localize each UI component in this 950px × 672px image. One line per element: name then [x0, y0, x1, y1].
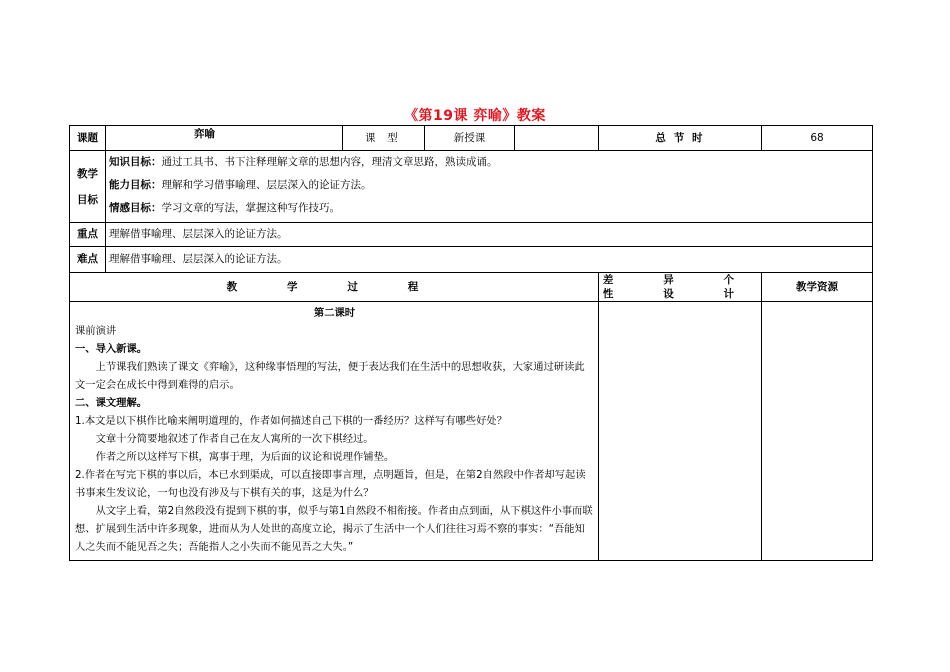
- content-row: [70, 302, 873, 561]
- section1-heading: 一、导入新课。: [75, 343, 148, 356]
- topic-label: 课题: [70, 126, 106, 151]
- question-2: 2.作者在写完下棋的事以后，本已水到渠成，可以直接即事言理，点明题旨，但是，在第2自然段中作者却写起读书事来生发议论，一句也没有涉及与下棋有关的事，这是为什么？: [75, 469, 586, 500]
- difficulty-row: [70, 247, 873, 273]
- design-cell: [599, 302, 762, 561]
- answer-2: 从文字上看，第2自然段没有提到下棋的事，似乎与第1自然段不相衔接。作者由点到面，从下棋这件小事而联想、扩展到生活中许多现象，进而从为人处世的高度立论，揭示了生活中一个人们往往习焉不察的事实：“吾能知人之失而不能见吾之失；吾能指人之小失而不能见吾之大失。”: [75, 505, 593, 554]
- teaching-process-cell: [70, 302, 599, 561]
- empty-cell: [515, 126, 599, 151]
- hours-value: 68: [762, 126, 873, 151]
- process-column-header: 教 学 过 程: [70, 273, 599, 302]
- goal-knowledge: [106, 151, 872, 174]
- section1-paragraph: 上节课我们熟读了课文《弈喻》，这种缘事悟理的写法，便于表达我们在生活中的思想收获，大家通过研读此文一定会在成长中得到难得的启示。: [75, 361, 585, 392]
- difficulty-label: 难点: [70, 247, 106, 273]
- document-title: 《第19课 弈喻》教案: [404, 108, 546, 124]
- section2-heading: 二、课文理解。: [75, 397, 148, 410]
- lesson-heading: 第二课时: [313, 307, 356, 320]
- key-point-row: [70, 223, 873, 247]
- type-label: 课 型: [343, 126, 425, 151]
- goal-emotion-text: 学习文章的写法，掌握这种写作技巧。: [161, 202, 340, 214]
- type-value: 新授课: [425, 126, 515, 151]
- goals-label-line1: 教学: [77, 167, 98, 180]
- goal-ability-text: 理解和学习借事喻理、层层深入的论证方法。: [161, 179, 372, 191]
- goal-knowledge-text: 通过工具书、书下注释理解文章的思想内容，理清文章思路，熟读成诵。: [161, 156, 498, 168]
- goal-ability: [106, 174, 872, 197]
- key-point-label: 重点: [70, 223, 106, 247]
- resources-column-header: 教学资源: [762, 273, 873, 302]
- topic-value: 弈喻: [194, 127, 215, 140]
- pre-talk: 课前演讲: [75, 325, 117, 338]
- header-row: [70, 126, 873, 151]
- goal-emotion-label: 情感目标：: [109, 202, 162, 214]
- hours-label: 总 节 时: [599, 126, 762, 151]
- goals-label: [70, 151, 106, 223]
- goals-content: [106, 151, 873, 223]
- question-1: 1.本文是以下棋作比喻来阐明道理的，作者如何描述自己下棋的一番经历？这样写有哪些好处？: [75, 415, 507, 428]
- key-point-text: 理解借事喻理、层层深入的论证方法。: [106, 223, 873, 247]
- lesson-plan-table: [69, 125, 873, 561]
- answer-1-part1: 文章十分简要地叙述了作者自己在友人寓所的一次下棋经过。: [95, 433, 374, 446]
- answer-1-part2: 作者之所以这样写下棋，寓事于理，为后面的议论和说理作铺垫。: [95, 451, 395, 464]
- column-header-row: [70, 273, 873, 302]
- difficulty-text: 理解借事喻理、层层深入的论证方法。: [106, 247, 873, 273]
- goal-knowledge-label: 知识目标：: [109, 156, 162, 168]
- goal-emotion: [106, 197, 872, 220]
- goals-row: [70, 151, 873, 223]
- goal-ability-label: 能力目标：: [109, 179, 162, 191]
- goals-label-line2: 目标: [77, 193, 98, 206]
- design-column-header: 差 异 个 性 设 计: [599, 273, 762, 302]
- topic-value-cell: [106, 126, 343, 151]
- resources-cell: [762, 302, 873, 561]
